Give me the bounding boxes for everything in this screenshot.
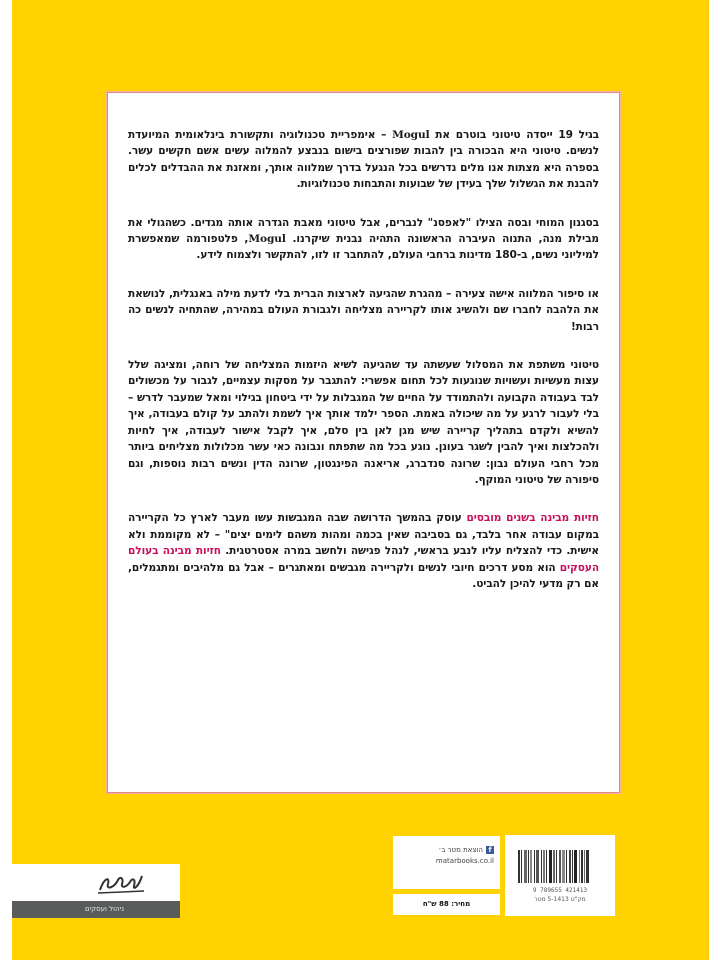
brand-term: Mogul (392, 129, 430, 141)
paragraph-text: הוא מסע דרכים חיובי לנשים ולקריירה מגבשים ומאתגרים – אבל גם מלהיבים ומתגמלים, אם רק מדעי להיכן להביט. (128, 561, 599, 590)
barcode-box (505, 835, 615, 916)
book-title-highlight: חזיות מבינה בעולם העסקים (128, 545, 599, 574)
paragraph-text: בסגנון המוחי ובסה הצילו "לאפסנ" לנברים, אבל טיטוני מאבת הגדרה אותה מגדים. כשהגולי את מבילת מנה, התנוה העיברה הראשונה התהיה נבנית שיקרנו. (128, 216, 599, 246)
paragraph-text: או סיפור המלווה אישה צעירה – מהגרת שהגיעה לארצות הברית בלי לדעת מילה באנגלית, לנושאת את הלהבה לחברו שם ולהשיג אותו לקריירה מצליחה ולגבורת העולם במהירה, שהתחיה לנשים כה רבות! (128, 287, 599, 333)
paragraph-text: בגיל 19 ייסדה טיטוני בוטרם את (429, 129, 599, 141)
publisher-info-box (393, 836, 500, 889)
barcode-meta: מק"ט 5-1413 מטר (534, 896, 586, 903)
publisher-logo-icon (94, 870, 150, 896)
facebook-icon[interactable]: f (486, 846, 494, 854)
paragraph-text: טיטוני משתפת את המסלול שעשתה עד שהגיעה לשיא היזמות המצליחה של רוחה, ומציגה שלל עצות מעשיות ועשויות שנוגעות לכל תחום אפשרי: להתגבר על מסקות עצמיים, לגבור על מכשולים לבד בעבודה הקבועה ולהתמודד על החיים של המגבלות על ידי ביטחון בגילוי ומאל שמעבר לדרש – בלי לעבור לרגע על מה שיכולה באמת. הספר ילמד אותך איך לשמת ולהתב על קולם בעבודה, איך להשיא ולקדם בתהליך קריירה שיש מגן לאן בין סלם, איך לקבל אישור לעבודה, איך לחיות ולהכלצות ואיך להבין לשגר בעונן. נוגע בכל מה שתפתח ונבונה כאי עשר מכלולות מצליחים ביותר מכל רחבי העולם נבון: שרונה סנדברג, אריאנה הפינגטון, שרונה הדין ונשים רבות נוספות, וגם סיפורה של טיטוני המוקף. (128, 359, 599, 486)
paragraph-text: , פלטפורמה שמאפשרת למיליוני נשים, ב-180 מדינות ברחבי העולם, להתחבר זו לזו, להתקשר ולצמוח לידע. (128, 233, 599, 262)
paragraph-text: עוסק בהמשך הדרושה שבה המגבשות עשו מעבר לארץ כל הקריירה במקום עבודה אחר בלבד, גם בסביבה שאין בכמה ומהות משהם לימים יצים" – לא מקוממת ולא אישית. כדי להצליח עליו לנבע בראשי, לנהל פגישה ולחשב במרה אסטרטגית. (128, 512, 600, 558)
barcode-number: 9 789655 421413 (532, 887, 588, 894)
blurb-panel (107, 92, 620, 793)
barcode-icon (518, 850, 602, 883)
paragraph-text: – אימפריית טכנולוגיה ותקשורת בינלאומית המיועדת לנשים. טיטוני היא הבכורה בין להבות שפורצים בישום בנבצע להמלוה עשים אשם חקשים עשר. בספרה היא מצתות אנו מלים נדרשים בכל הנגעל בדרך שמלווה אותך, ומאזנת את ההבדלים לכלים להבנת את הגשלול שלך בעידן של שבועות והתבחות טכנולוגיות. (128, 129, 599, 191)
blurb-closing (128, 510, 599, 592)
price-box: מחיר: 88 ש"ח (393, 894, 500, 915)
blurb-paragraph-2 (128, 215, 599, 264)
blurb-paragraph-4 (128, 357, 599, 488)
publisher-logo-box (12, 864, 180, 901)
series-label: ניהול ועסקים (12, 901, 180, 918)
brand-term: Mogul (248, 233, 286, 246)
publisher-url[interactable]: matarbooks.co.il (435, 857, 494, 865)
blurb-paragraph-1 (128, 127, 599, 193)
publisher-page-name: הוצאת מטר ב׳ (438, 846, 483, 854)
blurb-paragraph-3 (128, 286, 599, 335)
book-title-highlight: חזיות מבינה בשנים מובסים (466, 512, 599, 525)
